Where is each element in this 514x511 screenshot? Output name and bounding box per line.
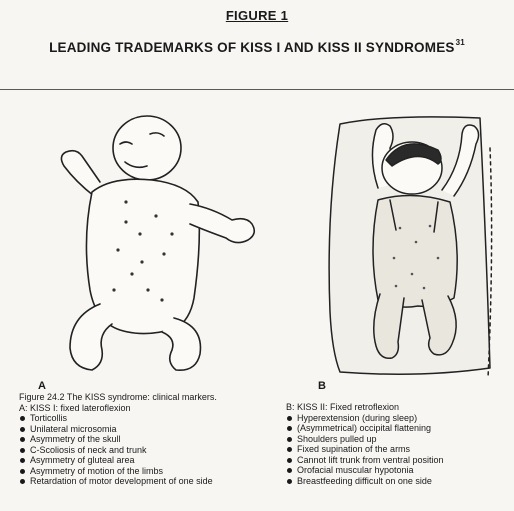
infant-lateroflexion-illustration [22, 104, 260, 386]
list-item: Asymmetry of gluteal area [19, 455, 281, 466]
list-item: Asymmetry of motion of the limbs [19, 466, 281, 477]
figure-title [0, 38, 514, 55]
caption-kiss1 [19, 392, 281, 487]
kiss1-marker-list [19, 413, 281, 487]
list-item: Breastfeeding difficult on one side [286, 476, 508, 487]
kiss2-heading: B: KISS II: Fixed retroflexion [286, 402, 400, 412]
kiss1-heading: A: KISS I: fixed lateroflexion [19, 402, 131, 413]
list-item: Hyperextension (during sleep) [286, 413, 508, 424]
panel-a-label: A [38, 380, 46, 392]
figure-title-text: LEADING TRADEMARKS OF KISS I AND KISS II SYNDROMES [49, 40, 455, 55]
list-item: Retardation of motor development of one side [19, 476, 281, 487]
divider-line [0, 89, 514, 90]
list-item: Shoulders pulled up [286, 434, 508, 445]
list-item: Asymmetry of the skull [19, 434, 281, 445]
infant-retroflexion-illustration [320, 108, 500, 386]
list-item: Orofacial muscular hypotonia [286, 465, 508, 476]
infant-a-right-leg [162, 318, 200, 370]
reference-superscript: 31 [455, 38, 465, 47]
list-item: Torticollis [19, 413, 281, 424]
panel-b-label: B [318, 380, 326, 392]
infant-b-body [373, 195, 457, 307]
list-item: C-Scoliosis of neck and trunk [19, 445, 281, 456]
figure-number: FIGURE 1 [225, 8, 289, 23]
kiss2-marker-list [286, 413, 508, 487]
infant-a-left-arm [61, 151, 100, 196]
infant-a-left-leg [70, 304, 112, 370]
list-item: Unilateral microsomia [19, 424, 281, 435]
list-item: Fixed supination of the arms [286, 444, 508, 455]
list-item: Cannot lift trunk from ventral position [286, 455, 508, 466]
caption-kiss2 [286, 402, 508, 486]
figure-caption-line: Figure 24.2 The KISS syndrome: clinical markers. [19, 392, 217, 402]
infant-a-head [113, 116, 181, 180]
list-item: (Asymmetrical) occipital flattening [286, 423, 508, 434]
